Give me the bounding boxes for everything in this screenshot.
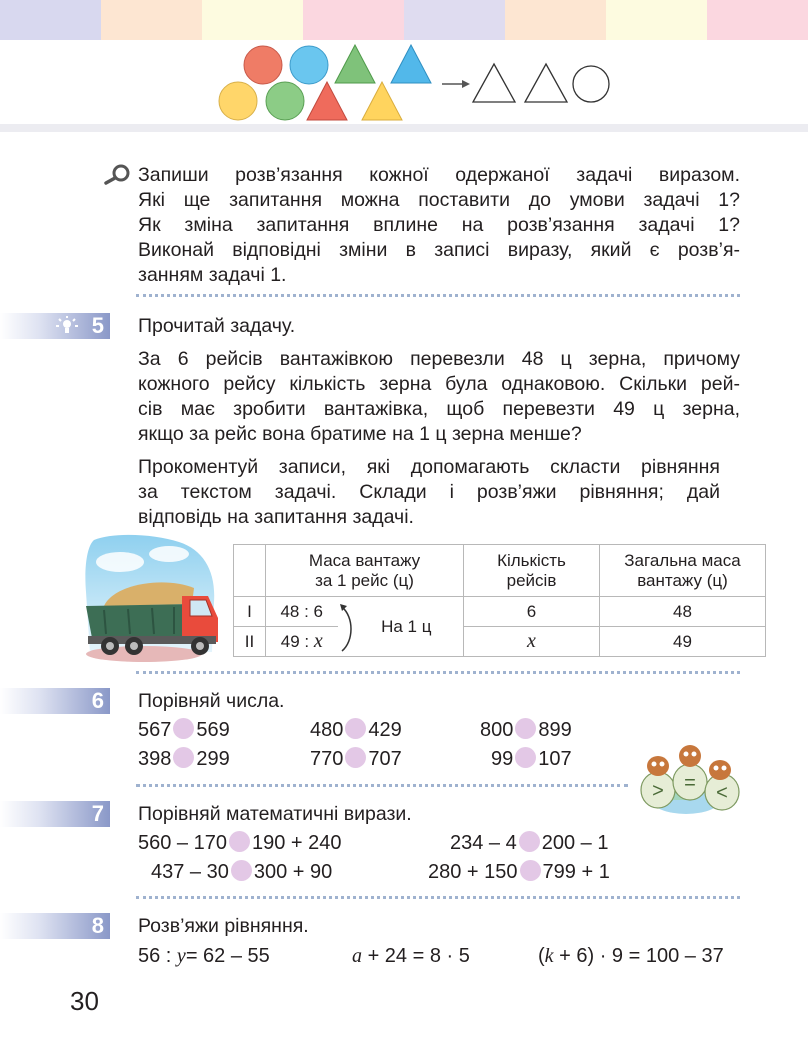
- compare-circle[interactable]: [519, 831, 540, 852]
- intro-line: занням задачі 1.: [138, 264, 287, 286]
- equation: [538, 943, 724, 969]
- stripe: [505, 0, 606, 40]
- task-5-tag: [0, 313, 110, 339]
- table-row: [234, 627, 766, 657]
- equation: [138, 943, 270, 969]
- task-number: 8: [91, 913, 104, 938]
- number: 800: [480, 719, 514, 741]
- stripe: [707, 0, 808, 40]
- equation-part: 56 :: [138, 945, 172, 967]
- table-header-row: [234, 545, 766, 597]
- task-number: 6: [91, 688, 104, 713]
- bracket-arrow-icon: [338, 601, 360, 655]
- table-corner: [234, 545, 266, 597]
- expression: 200 – 1: [541, 832, 609, 854]
- top-color-stripes: [0, 0, 808, 40]
- number: 99: [491, 748, 514, 770]
- intro-paragraph: [138, 163, 740, 288]
- compare-circle[interactable]: [173, 747, 194, 768]
- task-number: 7: [91, 801, 104, 826]
- difference-note-cell: [338, 597, 464, 657]
- task-5-problem: [138, 347, 740, 447]
- intro-line: Як зміна запитання вплине на розв’язання задачі 1?: [138, 214, 740, 236]
- intro-line: Запиши розв’язання кожної одержаної задачі виразом.: [138, 164, 740, 186]
- red-triangle: [307, 82, 347, 120]
- task-7-tag: [0, 801, 110, 827]
- expression: 234 – 4: [450, 832, 517, 854]
- compare-circle[interactable]: [515, 747, 536, 768]
- task-8-tag: [0, 913, 110, 939]
- number: 569: [196, 719, 230, 741]
- stripe: [404, 0, 505, 40]
- problem-line: якщо за рейс вона братиме на 1 ц зерна менше?: [138, 423, 582, 445]
- greater-sign-character: [641, 756, 675, 808]
- idea-icon: [56, 316, 78, 336]
- number: 567: [138, 719, 172, 741]
- compare-circle[interactable]: [520, 860, 541, 881]
- task-6-heading: Порівняй числа.: [138, 690, 285, 712]
- svg-text:<: <: [716, 782, 728, 804]
- intro-line: Виконай відповідні зміни в записі виразу, який є розв’я-: [138, 239, 740, 261]
- yellow-circle: [219, 82, 257, 120]
- problem-line: сів має зробити вантажівка, щоб перевезти 49 ц зерна,: [138, 398, 740, 420]
- number: 107: [538, 748, 572, 770]
- number: 398: [138, 748, 172, 770]
- difference-note: На 1 ц: [381, 616, 432, 636]
- row-count: [464, 627, 600, 657]
- stripe: [0, 0, 101, 40]
- row-label: I: [234, 597, 266, 627]
- number: 429: [368, 719, 402, 741]
- table-header-cell: [600, 545, 766, 597]
- compare-pair: [138, 830, 342, 856]
- mass-expression: 49 :: [280, 632, 310, 651]
- blue-triangle: [391, 45, 431, 83]
- equation-part: + 6) · 9 = 100 – 37: [559, 945, 724, 967]
- outline-triangle: [525, 64, 567, 102]
- comparison-signs-illustration: [636, 740, 746, 822]
- equation-part: = 62 – 55: [185, 945, 270, 967]
- expression: 300 + 90: [253, 861, 333, 883]
- row-count: 6: [464, 597, 600, 627]
- variable-a: a: [352, 945, 362, 967]
- compare-pair: [138, 746, 230, 772]
- task-7-heading: Порівняй математичні вирази.: [138, 803, 412, 825]
- dotted-divider: [136, 784, 628, 787]
- header-line: рейсів: [506, 570, 557, 590]
- task-5-comment: [138, 455, 720, 530]
- number: 299: [196, 748, 230, 770]
- variable-k: k: [544, 945, 554, 967]
- compare-circle[interactable]: [173, 718, 194, 739]
- magnifier-icon: [102, 163, 132, 185]
- green-triangle: [335, 45, 375, 83]
- compare-pair: [480, 717, 572, 743]
- comment-line: Прокоментуй записи, які допомагають скласти рівняння: [138, 456, 720, 478]
- row-mass: 48 : 6: [266, 597, 338, 627]
- compare-pair: [151, 859, 332, 885]
- row-total: 49: [600, 627, 766, 657]
- stripe: [101, 0, 202, 40]
- row-total: 48: [600, 597, 766, 627]
- header-line: за 1 рейс (ц): [315, 570, 414, 590]
- green-circle: [266, 82, 304, 120]
- less-sign-character: [705, 760, 739, 810]
- yellow-triangle: [362, 82, 402, 120]
- dotted-divider: [136, 896, 740, 899]
- compare-circle[interactable]: [345, 718, 366, 739]
- row-mass: [266, 627, 338, 657]
- comment-line: відповідь на запитання задачі.: [138, 506, 414, 528]
- number: 707: [368, 748, 402, 770]
- expression: 560 – 170: [138, 832, 227, 854]
- blue-circle: [290, 46, 328, 84]
- page-number: 30: [70, 986, 99, 1016]
- compare-circle[interactable]: [231, 860, 252, 881]
- expression: 280 + 150: [428, 861, 518, 883]
- variable-x: x: [313, 630, 323, 652]
- comment-line: за текстом задачі. Склади і розв’яжи рівняння; дай: [138, 481, 720, 503]
- expression: 437 – 30: [151, 861, 229, 883]
- compare-circle[interactable]: [229, 831, 250, 852]
- stripe: [202, 0, 303, 40]
- row-label: II: [234, 627, 266, 657]
- truck-illustration: [84, 532, 224, 664]
- compare-pair: [428, 859, 610, 885]
- equation-part: (: [538, 945, 545, 967]
- intro-line: Які ще запитання можна поставити до умови задачі 1?: [138, 189, 740, 211]
- arrow-icon: [442, 80, 470, 88]
- task-number: 5: [91, 313, 104, 338]
- stripe: [303, 0, 404, 40]
- header-line: Маса вантажу: [308, 550, 421, 570]
- compare-circle[interactable]: [345, 747, 366, 768]
- task-5-table: [233, 544, 766, 657]
- variable-x: x: [527, 630, 536, 652]
- header-line: Загальна маса: [624, 550, 741, 570]
- variable-y: y: [176, 945, 186, 967]
- table-header-cell: [464, 545, 600, 597]
- expression: 190 + 240: [251, 832, 342, 854]
- equation-part: + 24 = 8 · 5: [367, 945, 470, 967]
- problem-line: кожного рейсу кількість зерна була однаковою. Скільки рей-: [138, 373, 740, 395]
- compare-pair: [138, 717, 230, 743]
- red-circle: [244, 46, 282, 84]
- svg-text:>: >: [652, 780, 664, 802]
- number: 480: [310, 719, 344, 741]
- stripe: [606, 0, 707, 40]
- compare-pair: [310, 717, 402, 743]
- compare-pair: [310, 746, 402, 772]
- equal-sign-character: [673, 745, 707, 800]
- compare-pair: [491, 746, 572, 772]
- outline-circle: [573, 66, 609, 102]
- compare-pair: [450, 830, 608, 856]
- equation: [352, 943, 470, 969]
- dotted-divider: [136, 671, 740, 674]
- task-6-tag: [0, 688, 110, 714]
- table-header-cell: [266, 545, 464, 597]
- dotted-divider: [136, 294, 740, 297]
- compare-circle[interactable]: [515, 718, 536, 739]
- task-8-heading: Розв’яжи рівняння.: [138, 915, 309, 937]
- table-row: [234, 597, 766, 627]
- task-5-heading: Прочитай задачу.: [138, 315, 296, 337]
- shapes-illustration: [0, 40, 808, 132]
- number: 899: [538, 719, 572, 741]
- number: 770: [310, 748, 344, 770]
- header-line: вантажу (ц): [637, 570, 728, 590]
- header-line: Кількість: [497, 550, 566, 570]
- svg-text:=: =: [684, 772, 696, 794]
- problem-line: За 6 рейсів вантажівкою перевезли 48 ц зерна, причому: [138, 348, 740, 370]
- expression: 799 + 1: [542, 861, 610, 883]
- outline-triangle: [473, 64, 515, 102]
